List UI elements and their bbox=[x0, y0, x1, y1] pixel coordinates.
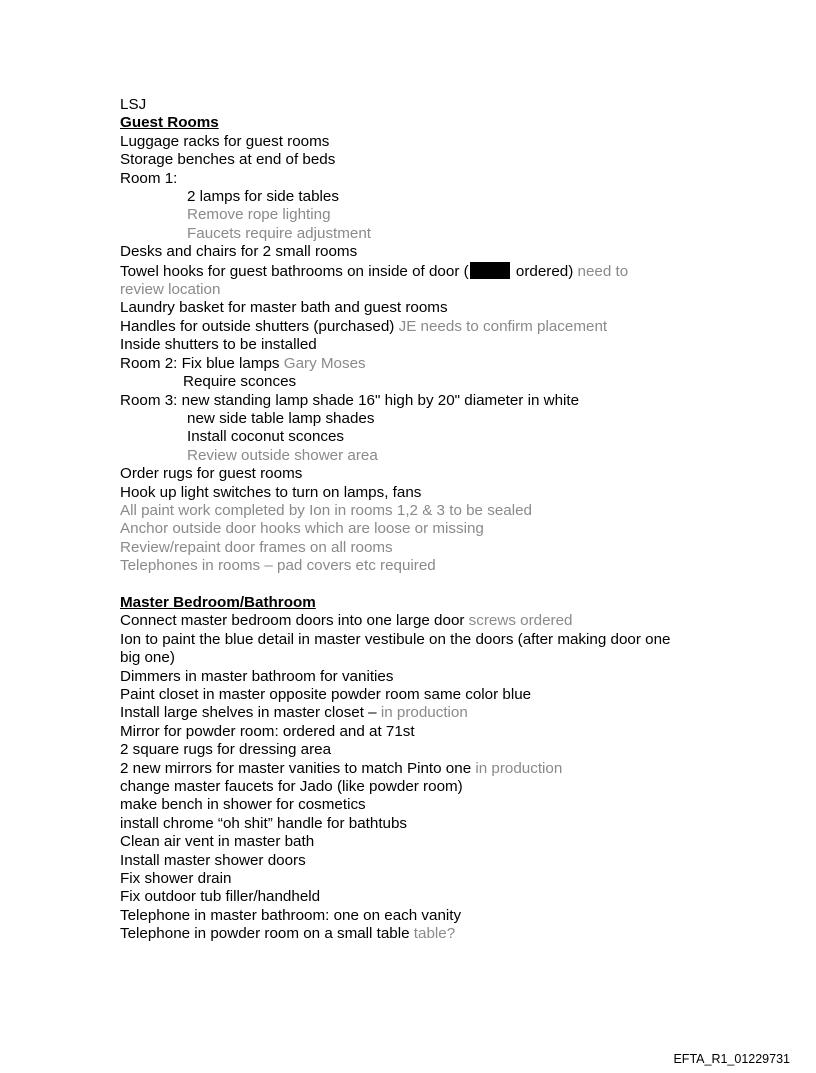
list-item: Mirror for powder room: ordered and at 71st bbox=[120, 722, 415, 740]
item-text: Towel hooks for guest bathrooms on inside of door ( bbox=[120, 262, 469, 280]
list-item bbox=[120, 262, 700, 281]
list-item: 2 square rugs for dressing area bbox=[120, 741, 332, 759]
list-item: make bench in shower for cosmetics bbox=[120, 796, 366, 814]
list-item: Telephones in rooms – pad covers etc required bbox=[120, 557, 436, 575]
annotation-text: screws ordered bbox=[464, 612, 573, 630]
annotation-text: in production bbox=[376, 704, 468, 722]
list-item: Fix outdoor tub filler/handheld bbox=[120, 888, 321, 906]
list-item bbox=[120, 318, 700, 336]
list-item bbox=[120, 760, 700, 778]
list-item: Hook up light switches to turn on lamps, fans bbox=[120, 483, 422, 501]
item-text: Install large shelves in master closet – bbox=[120, 704, 377, 722]
item-text: Room 2: Fix blue lamps bbox=[120, 354, 280, 372]
list-item: Laundry basket for master bath and guest rooms bbox=[120, 299, 448, 317]
list-item: change master faucets for Jado (like powder room) bbox=[120, 778, 463, 796]
section-spacer bbox=[120, 576, 700, 594]
list-item: Room 1: bbox=[120, 169, 178, 187]
list-item bbox=[120, 612, 700, 630]
document-body bbox=[120, 96, 700, 944]
list-item bbox=[120, 704, 700, 722]
list-item: Review outside shower area bbox=[187, 446, 378, 464]
list-item: Desks and chairs for 2 small rooms bbox=[120, 243, 358, 261]
item-text: Handles for outside shutters (purchased) bbox=[120, 317, 395, 335]
list-item: Require sconces bbox=[183, 373, 297, 391]
list-item: Storage benches at end of beds bbox=[120, 151, 336, 169]
list-item: 2 lamps for side tables bbox=[187, 188, 339, 206]
list-item: Ion to paint the blue detail in master vestibule on the doors (after making door one big one) bbox=[120, 630, 671, 667]
section-heading-guest-rooms: Guest Rooms bbox=[120, 114, 219, 132]
list-item: Dimmers in master bathroom for vanities bbox=[120, 667, 394, 685]
list-item: Inside shutters to be installed bbox=[120, 336, 317, 354]
item-text: 2 new mirrors for master vanities to match Pinto one bbox=[120, 759, 476, 777]
annotation-text: Gary Moses bbox=[279, 354, 366, 372]
item-text: ordered) bbox=[511, 262, 574, 280]
annotation-text: in production bbox=[475, 759, 563, 777]
list-item: Luggage racks for guest rooms bbox=[120, 132, 330, 150]
doc-code: LSJ bbox=[120, 96, 147, 113]
list-item: Order rugs for guest rooms bbox=[120, 465, 303, 483]
section-heading-master: Master Bedroom/Bathroom bbox=[120, 593, 316, 611]
list-item: Telephone in master bathroom: one on each vanity bbox=[120, 906, 462, 924]
list-item: Remove rope lighting bbox=[187, 206, 331, 224]
list-item: Clean air vent in master bath bbox=[120, 833, 315, 851]
list-item: Review/repaint door frames on all rooms bbox=[120, 538, 393, 556]
item-text: Telephone in powder room on a small table bbox=[120, 925, 410, 943]
list-item: Anchor outside door hooks which are loose or missing bbox=[120, 520, 484, 538]
list-item: Faucets require adjustment bbox=[187, 224, 372, 242]
annotation-text: review location bbox=[120, 281, 221, 299]
list-item: Fix shower drain bbox=[120, 870, 232, 888]
annotation-text: table? bbox=[409, 925, 456, 943]
list-item: Install master shower doors bbox=[120, 851, 306, 869]
list-item bbox=[120, 925, 700, 943]
list-item: All paint work completed by Ion in rooms 1,2 & 3 to be sealed bbox=[120, 501, 532, 519]
annotation-text: JE needs to confirm placement bbox=[394, 317, 608, 335]
list-item bbox=[120, 355, 700, 373]
bates-number: EFTA_R1_01229731 bbox=[673, 1052, 790, 1066]
list-item: Paint closet in master opposite powder room same color blue bbox=[120, 685, 532, 703]
list-item: install chrome “oh shit” handle for bathtubs bbox=[120, 814, 408, 832]
item-text: Connect master bedroom doors into one large door bbox=[120, 612, 465, 630]
list-item: new side table lamp shades bbox=[187, 409, 375, 427]
redaction-box bbox=[470, 262, 510, 279]
list-item: Room 3: new standing lamp shade 16" high by 20" diameter in white bbox=[120, 391, 580, 409]
annotation-text: need to bbox=[573, 262, 629, 280]
list-item: Install coconut sconces bbox=[187, 428, 345, 446]
